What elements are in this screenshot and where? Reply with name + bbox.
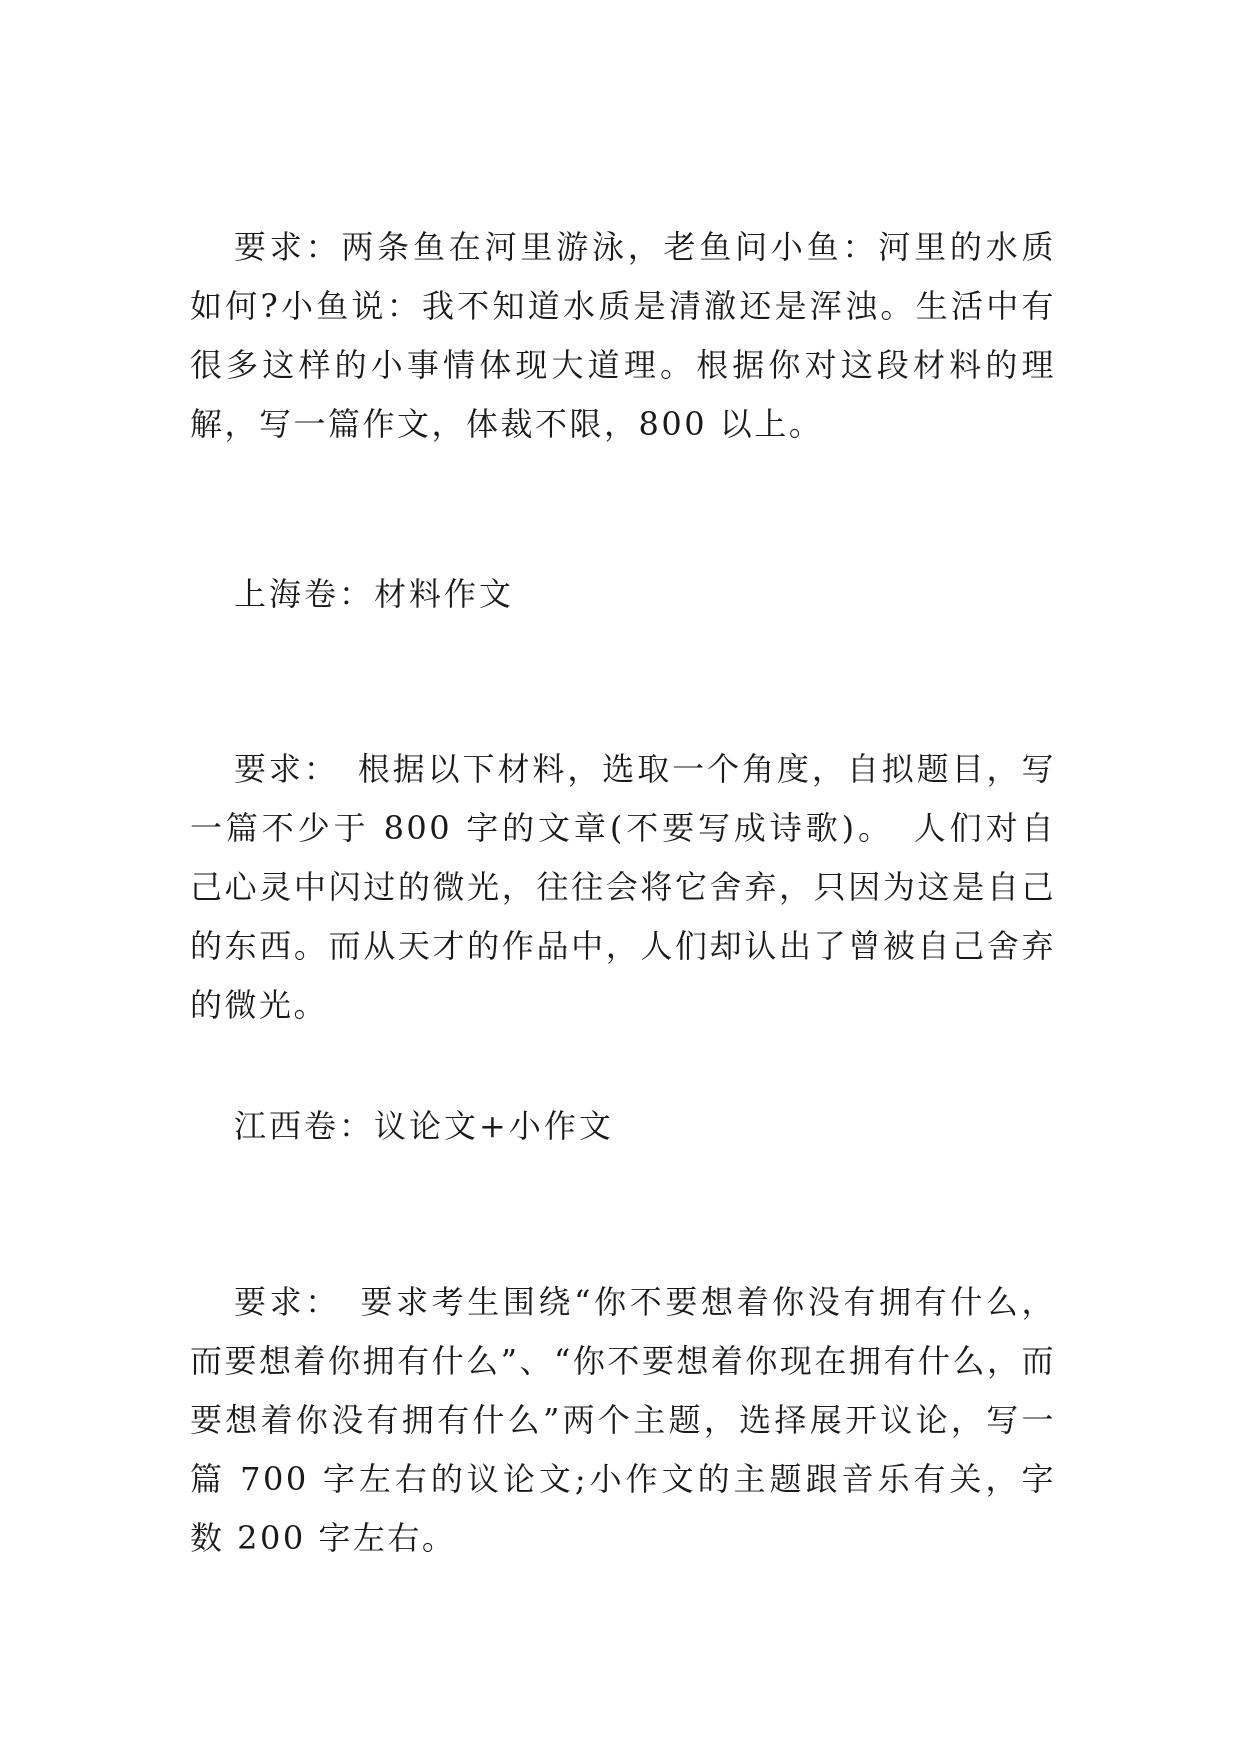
prompt-paragraph-fish: 要求：两条鱼在河里游泳，老鱼问小鱼：河里的水质如何?小鱼说：我不知道水质是清澈还是浑浊。生活中有很多这样的小事情体现大道理。根据你对这段材料的理解，写一篇作文，体裁不限，800 以上。 <box>190 228 1056 443</box>
prompt-paragraph-jiangxi: 要求： 要求考生围绕“你不要想着你没有拥有什么，而要想着你拥有什么”、“你不要想着你现在拥有什么，而要想着你没有拥有什么”两个主题，选择展开议论，写一篇 700 字左右的议论文;小作文的主题跟音乐有关，字数 200 字左右。 <box>190 1283 1056 1557</box>
section-heading-jiangxi: 江西卷：议论文+小作文 <box>234 1107 614 1145</box>
section-heading-shanghai: 上海卷：材料作文 <box>234 575 515 613</box>
prompt-paragraph-shanghai: 要求： 根据以下材料，选取一个角度，自拟题目，写一篇不少于 800 字的文章(不要写成诗歌)。 人们对自己心灵中闪过的微光，往往会将它舍弃，只因为这是自己的东西。而从天才的作品中，人们却认出了曾被自己舍弃的微光。 <box>190 750 1056 1024</box>
